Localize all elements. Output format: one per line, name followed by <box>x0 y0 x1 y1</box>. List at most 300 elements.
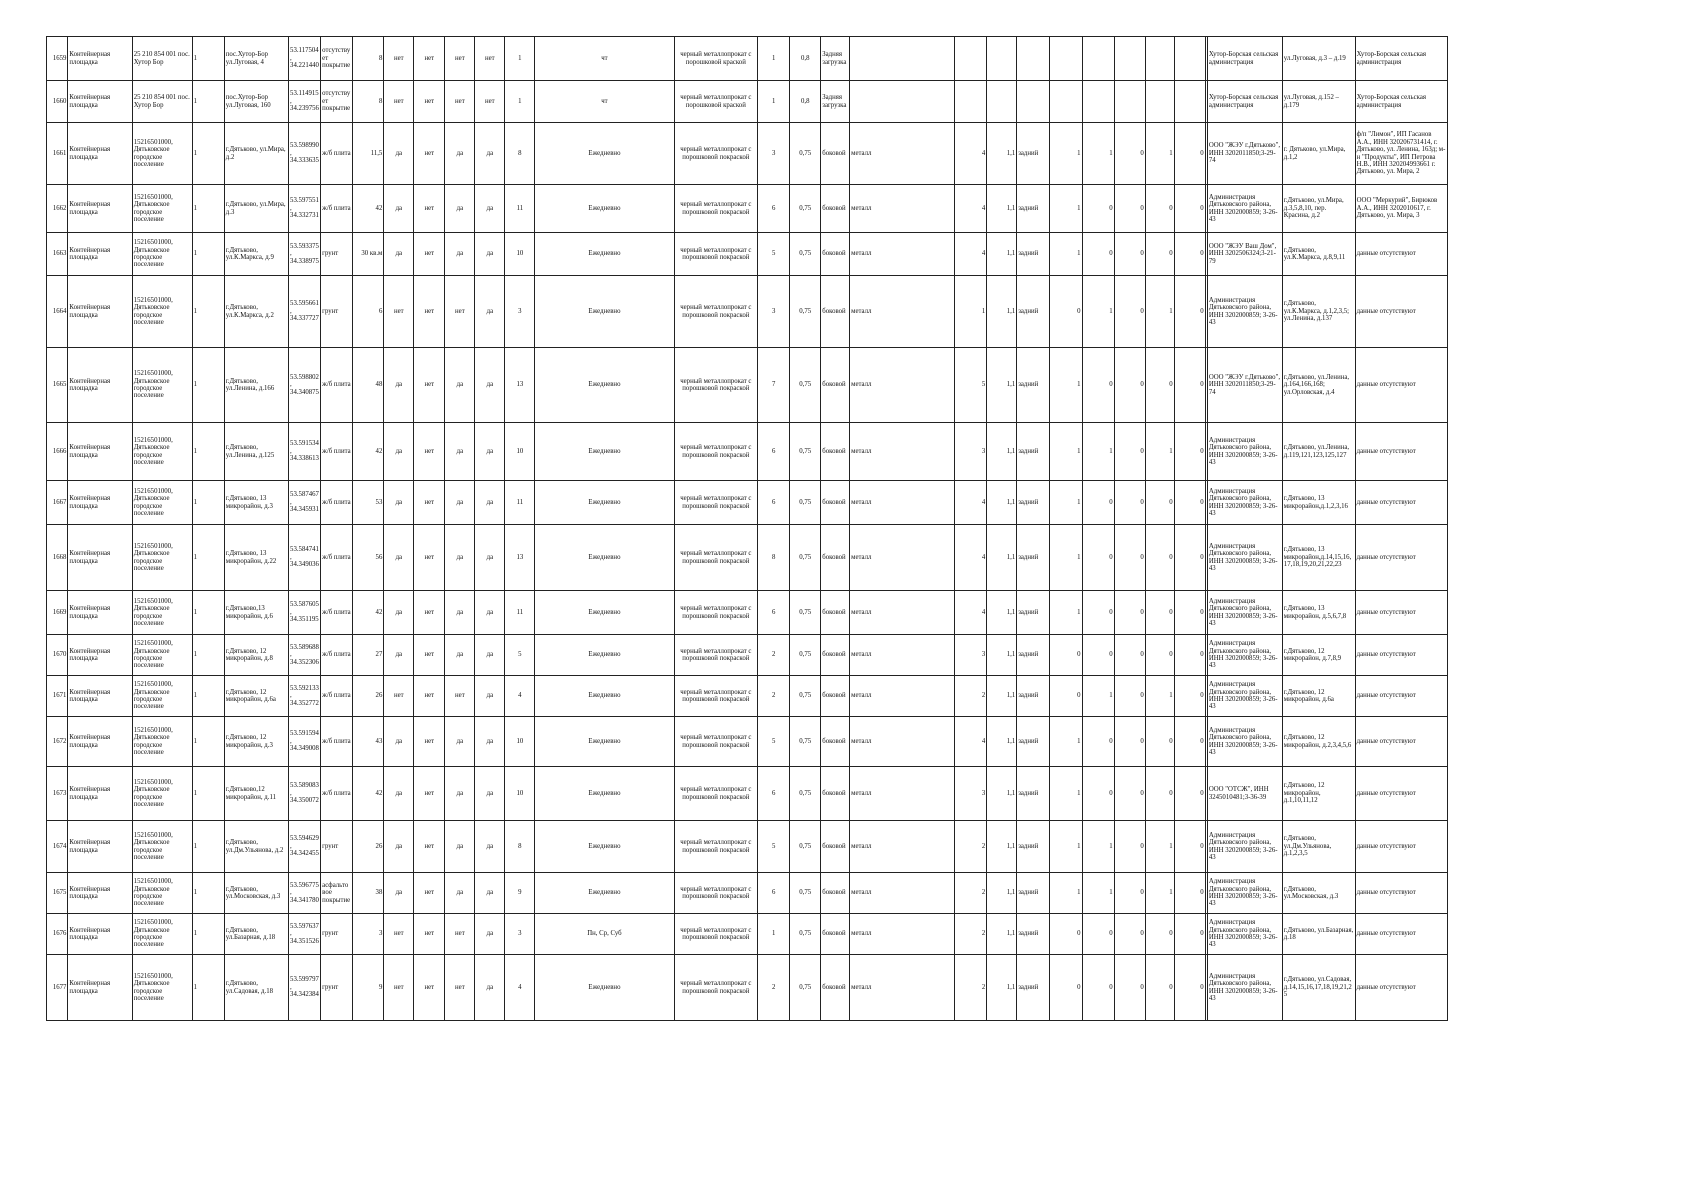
table-cell: черный металлопрокат с порошковой покраской <box>674 423 758 481</box>
table-cell: г.Дятьково, 12 микрорайон, д.2,3,4,5,6 <box>1282 717 1355 767</box>
table-cell: 3 <box>758 123 790 185</box>
table-cell: 0 <box>1174 233 1205 276</box>
table-cell: Ежедневно <box>535 481 674 525</box>
table-cell: да <box>475 525 505 591</box>
table-cell: 53.598990, 34.333635 <box>289 123 321 185</box>
table-cell: 0 <box>1174 481 1205 525</box>
table-cell: г.Дятьково, ул.Мира, д.3,5,8,10, пер. Красина, д.2 <box>1282 185 1355 233</box>
table-cell: 0 <box>1174 635 1205 676</box>
table-cell: нет <box>414 423 445 481</box>
table-cell: г.Дятьково, ул.Ленина, д.164,166,168; ул.Орловская, д.4 <box>1282 348 1355 423</box>
table-cell: 0 <box>1082 717 1114 767</box>
table-cell: г.Дятьково, 12 микрорайон, д.6а <box>1282 676 1355 717</box>
table-cell: ул.Луговая, д.3 – д.19 <box>1282 37 1355 81</box>
table-cell: 1677 <box>47 955 68 1021</box>
table-cell: ж/б плита <box>321 591 353 635</box>
table-cell: Контейнерная площадка <box>68 123 132 185</box>
table-cell: 0 <box>1114 185 1145 233</box>
table-cell: пос.Хутор-Бор ул.Луговая, 4 <box>224 37 288 81</box>
table-cell: 0,8 <box>790 81 821 123</box>
table-cell: да <box>384 635 414 676</box>
table-cell: 0 <box>1145 591 1174 635</box>
table-cell: Контейнерная площадка <box>68 767 132 821</box>
table-cell: 1,1 <box>987 821 1017 873</box>
table-cell: 53.598802, 34.340875 <box>289 348 321 423</box>
table-cell: ж/б плита <box>321 635 353 676</box>
table-cell: 1,1 <box>987 123 1017 185</box>
table-cell <box>1017 81 1050 123</box>
table-cell: задний <box>1017 873 1050 914</box>
table-cell: Контейнерная площадка <box>68 821 132 873</box>
table-cell: ООО "ЖЭУ г.Дятьково", ИНН 3202011850;3-29-74 <box>1207 123 1282 185</box>
table-row <box>47 123 1448 185</box>
table-cell: 1 <box>192 635 224 676</box>
table-cell: Задняя загрузка <box>821 81 850 123</box>
table-cell: 4 <box>955 233 987 276</box>
table-cell: 27 <box>353 635 384 676</box>
table-cell: 1 <box>192 423 224 481</box>
table-cell: металл <box>850 233 955 276</box>
table-cell: нет <box>414 525 445 591</box>
table-cell: г. Дятьково, ул.Мира, д.1,2 <box>1282 123 1355 185</box>
table-cell: нет <box>414 276 445 348</box>
table-cell: Контейнерная площадка <box>68 276 132 348</box>
table-cell: 0 <box>1082 481 1114 525</box>
table-cell: 0,75 <box>790 821 821 873</box>
table-cell: да <box>475 676 505 717</box>
table-cell: Администрация Дятьковского района, ИНН 3202000859; 3-26-43 <box>1207 717 1282 767</box>
table-cell: 6 <box>758 185 790 233</box>
table-cell: да <box>475 276 505 348</box>
table-cell: черный металлопрокат с порошковой краской <box>674 81 758 123</box>
table-cell: 53.595661, 34.337727 <box>289 276 321 348</box>
table-cell: 0 <box>1145 185 1174 233</box>
table-cell: черный металлопрокат с порошковой покраской <box>674 348 758 423</box>
table-cell: 1 <box>1050 873 1082 914</box>
table-cell <box>1082 81 1114 123</box>
table-cell: г.Дятьково, ул.К.Маркса, д.1,2,3,5; ул.Ленина, д.137 <box>1282 276 1355 348</box>
table-cell: ул.Луговая, д.152 – д.179 <box>1282 81 1355 123</box>
table-cell: данные отсутствуют <box>1355 276 1447 348</box>
table-cell: задний <box>1017 591 1050 635</box>
table-cell: Ежедневно <box>535 185 674 233</box>
table-cell: черный металлопрокат с порошковой покраской <box>674 914 758 955</box>
table-cell: 1 <box>192 717 224 767</box>
table-cell: 1 <box>505 37 535 81</box>
table-cell: да <box>384 767 414 821</box>
table-cell: 2 <box>955 955 987 1021</box>
table-cell: 1 <box>192 914 224 955</box>
table-cell: г.Дятьково, ул.Мира, д.2 <box>224 123 288 185</box>
table-cell: 10 <box>505 767 535 821</box>
table-cell: нет <box>384 37 414 81</box>
table-cell: ООО "ЖЭУ г.Дятьково", ИНН 3202011850;3-29-74 <box>1207 348 1282 423</box>
table-cell: нет <box>414 873 445 914</box>
table-cell: да <box>445 821 475 873</box>
table-cell: нет <box>475 37 505 81</box>
table-cell: данные отсутствуют <box>1355 233 1447 276</box>
table-cell: 6 <box>353 276 384 348</box>
table-cell <box>850 81 955 123</box>
table-cell: 0,75 <box>790 423 821 481</box>
table-cell: 1 <box>192 481 224 525</box>
table-cell: 38 <box>353 873 384 914</box>
table-cell: 1672 <box>47 717 68 767</box>
table-cell: 5 <box>758 821 790 873</box>
table-cell: данные отсутствуют <box>1355 481 1447 525</box>
table-cell: Контейнерная площадка <box>68 348 132 423</box>
table-cell: г.Дятьково, ул.К.Маркса, д.8,9,11 <box>1282 233 1355 276</box>
table-cell: 1665 <box>47 348 68 423</box>
table-cell: да <box>475 717 505 767</box>
table-cell: металл <box>850 914 955 955</box>
table-cell: 26 <box>353 821 384 873</box>
table-cell: Администрация Дятьковского района, ИНН 3202000859; 3-26-43 <box>1207 481 1282 525</box>
table-cell: Администрация Дятьковского района, ИНН 3202000859; 3-26-43 <box>1207 635 1282 676</box>
table-cell: ж/б плита <box>321 525 353 591</box>
table-cell: данные отсутствуют <box>1355 525 1447 591</box>
table-cell: грунт <box>321 955 353 1021</box>
table-cell: боковой <box>821 821 850 873</box>
table-cell: г.Дятьково, ул.Садовая, д.14,15,16,17,18,19,21,25 <box>1282 955 1355 1021</box>
table-cell: задний <box>1017 914 1050 955</box>
table-cell: 6 <box>758 767 790 821</box>
table-cell: 1 <box>192 821 224 873</box>
table-cell: 0 <box>1174 185 1205 233</box>
table-cell: г.Дятьково, ул.Базарная, д.18 <box>1282 914 1355 955</box>
table-cell: 0,75 <box>790 717 821 767</box>
table-cell: 42 <box>353 767 384 821</box>
table-cell: данные отсутствуют <box>1355 821 1447 873</box>
table-cell: нет <box>445 37 475 81</box>
table-cell: задний <box>1017 481 1050 525</box>
table-cell: 0 <box>1145 233 1174 276</box>
table-cell: данные отсутствуют <box>1355 348 1447 423</box>
table-cell: 8 <box>353 81 384 123</box>
table-cell: да <box>384 185 414 233</box>
table-cell: 3 <box>505 914 535 955</box>
table-cell: да <box>475 767 505 821</box>
table-cell: 0 <box>1082 233 1114 276</box>
table-cell: Хутор-Борская сельская администрация <box>1355 81 1447 123</box>
table-cell: данные отсутствуют <box>1355 717 1447 767</box>
table-row <box>47 914 1448 955</box>
table-cell: Ежедневно <box>535 873 674 914</box>
table-row <box>47 717 1448 767</box>
table-cell: Администрация Дятьковского района, ИНН 3202000859; 3-26-43 <box>1207 276 1282 348</box>
table-cell: 4 <box>955 185 987 233</box>
table-cell: 4 <box>955 591 987 635</box>
table-cell: 53.114915, 34.239756 <box>289 81 321 123</box>
table-cell: да <box>445 717 475 767</box>
table-cell: 1 <box>1050 767 1082 821</box>
table-cell: 1,1 <box>987 525 1017 591</box>
table-cell: 1660 <box>47 81 68 123</box>
table-cell: да <box>475 955 505 1021</box>
table-cell: металл <box>850 873 955 914</box>
table-cell: г.Дятьково, 13 микрорайон,д.1,2,3,16 <box>1282 481 1355 525</box>
table-cell: боковой <box>821 525 850 591</box>
table-cell: 1663 <box>47 233 68 276</box>
table-cell: 1,1 <box>987 185 1017 233</box>
table-cell: боковой <box>821 635 850 676</box>
table-cell: 11 <box>505 591 535 635</box>
table-cell: 0 <box>1114 348 1145 423</box>
table-cell: черный металлопрокат с порошковой покраской <box>674 185 758 233</box>
table-cell: Контейнерная площадка <box>68 591 132 635</box>
table-cell: 15216501000, Дятьковское городское поселение <box>132 348 192 423</box>
table-cell: данные отсутствуют <box>1355 635 1447 676</box>
table-row <box>47 423 1448 481</box>
table-cell: Ежедневно <box>535 233 674 276</box>
table-cell: 1 <box>1145 123 1174 185</box>
table-cell: Хутор-Борская сельская администрация <box>1207 37 1282 81</box>
table-cell: 0 <box>1174 873 1205 914</box>
table-cell: 0 <box>1050 955 1082 1021</box>
table-cell: 10 <box>505 717 535 767</box>
table-cell: 1 <box>1050 525 1082 591</box>
table-cell: 5 <box>758 233 790 276</box>
table-cell: 1669 <box>47 591 68 635</box>
table-row <box>47 767 1448 821</box>
table-cell: Администрация Дятьковского района, ИНН 3202000859; 3-26-43 <box>1207 821 1282 873</box>
table-cell: 2 <box>758 955 790 1021</box>
table-row <box>47 348 1448 423</box>
table-cell: нет <box>384 955 414 1021</box>
table-cell: 1 <box>192 591 224 635</box>
table-cell: 8 <box>353 37 384 81</box>
table-cell: да <box>475 185 505 233</box>
table-cell: 10 <box>505 423 535 481</box>
table-cell: 0,75 <box>790 348 821 423</box>
table-cell: 1 <box>1050 233 1082 276</box>
table-cell: задний <box>1017 233 1050 276</box>
table-row <box>47 481 1448 525</box>
table-cell: боковой <box>821 481 850 525</box>
table-cell: 15216501000, Дятьковское городское поселение <box>132 914 192 955</box>
table-cell: 0 <box>1174 591 1205 635</box>
table-cell: 1 <box>1050 348 1082 423</box>
table-cell: боковой <box>821 717 850 767</box>
table-cell: 53.587467, 34.345931 <box>289 481 321 525</box>
table-cell: 9 <box>505 873 535 914</box>
table-cell: г.Дятьково, ул.Московская, д.3 <box>1282 873 1355 914</box>
table-cell: металл <box>850 767 955 821</box>
table-cell: 53.592133, 34.352772 <box>289 676 321 717</box>
table-cell <box>1082 37 1114 81</box>
table-cell: Ежедневно <box>535 276 674 348</box>
table-cell: 1 <box>1145 276 1174 348</box>
table-cell: 0,75 <box>790 676 821 717</box>
table-cell <box>955 37 987 81</box>
table-cell: 8 <box>505 123 535 185</box>
table-cell: нет <box>414 717 445 767</box>
table-cell: 0 <box>1114 635 1145 676</box>
table-cell: металл <box>850 276 955 348</box>
table-cell: нет <box>414 955 445 1021</box>
table-cell: 15216501000, Дятьковское городское поселение <box>132 676 192 717</box>
table-row <box>47 955 1448 1021</box>
table-cell: г.Дятьково, 13 микрорайон, д.22 <box>224 525 288 591</box>
table-cell: 0 <box>1174 955 1205 1021</box>
table-cell: г.Дятьково,12 микрорайон, д.11 <box>224 767 288 821</box>
table-cell: 0 <box>1174 525 1205 591</box>
table-cell: да <box>445 591 475 635</box>
table-cell: 0 <box>1174 821 1205 873</box>
table-cell: Контейнерная площадка <box>68 717 132 767</box>
table-cell: 0 <box>1114 676 1145 717</box>
table-cell: 4 <box>955 717 987 767</box>
table-cell: 53 <box>353 481 384 525</box>
table-cell: грунт <box>321 821 353 873</box>
table-cell: задний <box>1017 676 1050 717</box>
table-cell: 4 <box>505 955 535 1021</box>
table-cell <box>955 81 987 123</box>
table-cell: 1676 <box>47 914 68 955</box>
table-cell: 3 <box>955 423 987 481</box>
table-row <box>47 821 1448 873</box>
table-cell: г.Дятьково, ул.Мира, д.3 <box>224 185 288 233</box>
table-cell <box>1145 81 1174 123</box>
table-cell: Контейнерная площадка <box>68 914 132 955</box>
table-cell: 1 <box>1050 123 1082 185</box>
table-cell: Администрация Дятьковского района, ИНН 3202000859; 3-26-43 <box>1207 955 1282 1021</box>
table-cell: задний <box>1017 276 1050 348</box>
table-cell: 15216501000, Дятьковское городское поселение <box>132 717 192 767</box>
table-cell: 11 <box>505 185 535 233</box>
table-cell: задний <box>1017 767 1050 821</box>
table-cell: ж/б плита <box>321 767 353 821</box>
table-cell: 15216501000, Дятьковское городское поселение <box>132 873 192 914</box>
table-cell: 0,75 <box>790 955 821 1021</box>
table-cell: 1 <box>192 276 224 348</box>
table-cell: г.Дятьково, ул.Ленина, д.119,121,123,125,127 <box>1282 423 1355 481</box>
table-cell: 15216501000, Дятьковское городское поселение <box>132 955 192 1021</box>
table-cell: 15216501000, Дятьковское городское поселение <box>132 123 192 185</box>
table-cell: г.Дятьково, ул.Дм.Ульянова, д.2 <box>224 821 288 873</box>
table-cell: 1,1 <box>987 233 1017 276</box>
table-cell: 1 <box>505 81 535 123</box>
table-cell: 0,75 <box>790 591 821 635</box>
table-cell: 25 210 854 001 пос. Хутор Бор <box>132 37 192 81</box>
table-cell: ж/б плита <box>321 348 353 423</box>
table-cell: 0,75 <box>790 767 821 821</box>
table-cell: отсутствует покрытие <box>321 37 353 81</box>
table-cell: грунт <box>321 276 353 348</box>
table-cell: 0 <box>1114 717 1145 767</box>
table-cell: ж/б плита <box>321 423 353 481</box>
table-cell: черный металлопрокат с порошковой краской <box>674 37 758 81</box>
table-cell: 1,1 <box>987 914 1017 955</box>
table-cell: Администрация Дятьковского района, ИНН 3202000859; 3-26-43 <box>1207 676 1282 717</box>
table-cell: 0 <box>1174 914 1205 955</box>
table-cell: 4 <box>955 481 987 525</box>
table-cell: нет <box>445 81 475 123</box>
table-cell: данные отсутствуют <box>1355 955 1447 1021</box>
table-cell: да <box>445 233 475 276</box>
table-cell: 1,1 <box>987 276 1017 348</box>
table-cell: металл <box>850 635 955 676</box>
table-cell: г.Дятьково, 13 микрорайон,д.14,15,16,17,18,19,20,21,22,23 <box>1282 525 1355 591</box>
table-cell: боковой <box>821 276 850 348</box>
table-cell: Ежедневно <box>535 821 674 873</box>
table-cell: 0 <box>1114 591 1145 635</box>
table-cell: металл <box>850 481 955 525</box>
table-cell: нет <box>475 81 505 123</box>
table-cell: 0 <box>1114 821 1145 873</box>
table-cell: 1,1 <box>987 635 1017 676</box>
table-cell: 0 <box>1174 676 1205 717</box>
table-cell: 26 <box>353 676 384 717</box>
table-cell: 0,75 <box>790 525 821 591</box>
table-cell: 1 <box>1050 423 1082 481</box>
table-cell: ж/б плита <box>321 481 353 525</box>
table-cell: Контейнерная площадка <box>68 81 132 123</box>
table-cell: Контейнерная площадка <box>68 873 132 914</box>
table-cell: г.Дятьково, ул.Садовая, д.18 <box>224 955 288 1021</box>
table-cell: 1 <box>192 525 224 591</box>
table-cell: г.Дятьково,13 микрорайон, д.6 <box>224 591 288 635</box>
table-cell: 1675 <box>47 873 68 914</box>
table-cell: асфальтовое покрытие <box>321 873 353 914</box>
table-cell: Администрация Дятьковского района, ИНН 3202000859; 3-26-43 <box>1207 185 1282 233</box>
table-cell: 1673 <box>47 767 68 821</box>
table-cell: 53.589083, 34.350072 <box>289 767 321 821</box>
table-cell: 1 <box>1050 591 1082 635</box>
table-cell: 1 <box>1082 873 1114 914</box>
table-cell: Администрация Дятьковского района, ИНН 3202000859; 3-26-43 <box>1207 525 1282 591</box>
table-cell: Ежедневно <box>535 955 674 1021</box>
table-row <box>47 185 1448 233</box>
table-row <box>47 276 1448 348</box>
table-cell: Администрация Дятьковского района, ИНН 3202000859; 3-26-43 <box>1207 914 1282 955</box>
table-cell: да <box>445 767 475 821</box>
table-cell: 0,75 <box>790 276 821 348</box>
table-cell: Контейнерная площадка <box>68 635 132 676</box>
table-cell: 53.589688, 34.352306 <box>289 635 321 676</box>
table-cell: 0 <box>1145 717 1174 767</box>
table-cell: г.Дятьково, 13 микрорайон, д.5,6,7,8 <box>1282 591 1355 635</box>
table-cell <box>1174 37 1205 81</box>
table-row <box>47 525 1448 591</box>
table-cell: 1666 <box>47 423 68 481</box>
table-cell: 1,1 <box>987 591 1017 635</box>
table-cell: 1668 <box>47 525 68 591</box>
table-cell: задний <box>1017 185 1050 233</box>
table-cell: металл <box>850 955 955 1021</box>
table-cell: металл <box>850 676 955 717</box>
table-row <box>47 81 1448 123</box>
table-cell: 15216501000, Дятьковское городское поселение <box>132 185 192 233</box>
table-cell: задний <box>1017 525 1050 591</box>
table-cell: 53.584741, 34.349036 <box>289 525 321 591</box>
table-cell: 2 <box>955 821 987 873</box>
table-cell: металл <box>850 525 955 591</box>
table-cell: 6 <box>758 481 790 525</box>
table-cell: да <box>475 873 505 914</box>
table-cell: задний <box>1017 955 1050 1021</box>
table-cell: боковой <box>821 423 850 481</box>
table-cell: 1,1 <box>987 873 1017 914</box>
table-cell: 6 <box>758 423 790 481</box>
table-cell: ф/п "Лимон", ИП Гасанов А.А., ИНН 320206731414, г. Дятьково, ул. Ленина, 163д; м-н "Продукты", ИП Петрова Н.В., ИНН 320204993661 г. Дятьково, ул. Мира, 2 <box>1355 123 1447 185</box>
table-cell: пос.Хутор-Бор ул.Луговая, 160 <box>224 81 288 123</box>
table-cell: да <box>384 481 414 525</box>
table-cell: черный металлопрокат с порошковой покраской <box>674 591 758 635</box>
table-cell: металл <box>850 348 955 423</box>
table-cell: да <box>445 185 475 233</box>
table-cell: металл <box>850 591 955 635</box>
